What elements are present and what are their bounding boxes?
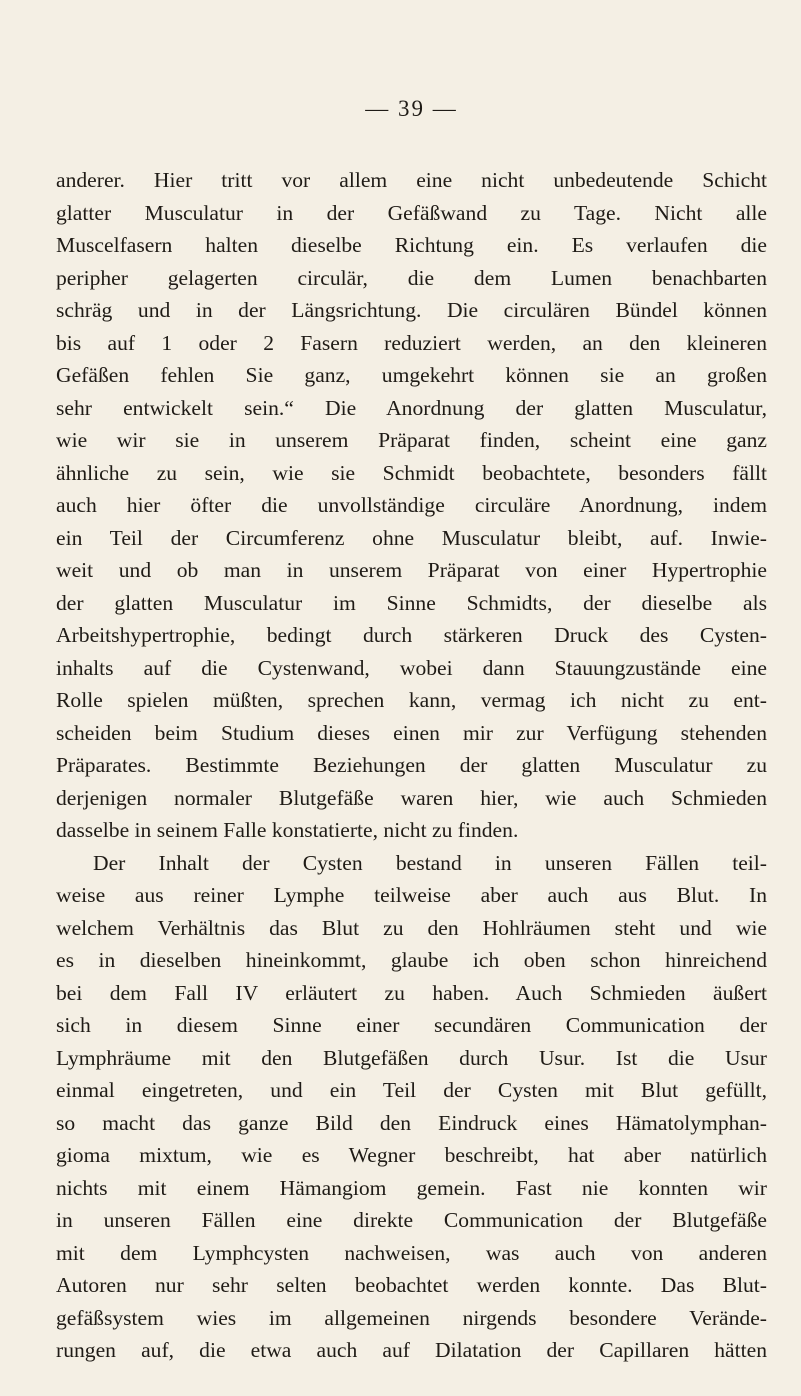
body-text — [56, 164, 767, 1367]
text-line: Gefäßen fehlen Sie ganz, umgekehrt können sie an großen — [56, 363, 767, 387]
text-line: Muscelfasern halten dieselbe Richtung ein. Es verlaufen die — [56, 233, 767, 257]
text-line: derjenigen normaler Blutgefäße waren hier, wie auch Schmieden — [56, 785, 767, 810]
text-line: welchem Verhältnis das Blut zu den Hohlräumen steht und wie — [56, 915, 767, 940]
text-line: ein Teil der Circumferenz ohne Musculatur bleibt, auf. Inwie- — [56, 525, 767, 550]
text-line: Lymphräume mit den Blutgefäßen durch Usur. Ist die Usur — [56, 1045, 767, 1070]
text-line: in unseren Fällen eine direkte Communication der Blutgefäße — [56, 1208, 767, 1232]
text-line: gioma mixtum, wie es Wegner beschreibt, hat aber natürlich — [56, 1143, 767, 1167]
text-line: peripher gelagerten circulär, die dem Lumen benachbarten — [56, 265, 767, 290]
paragraph-start-line: Der Inhalt der Cysten bestand in unseren Fällen teil- — [93, 850, 767, 875]
text-line: schräg und in der Längsrichtung. Die circulären Bündel können — [56, 298, 767, 322]
text-line: glatter Musculatur in der Gefäßwand zu Tage. Nicht alle — [56, 200, 767, 225]
text-line: Arbeitshypertrophie, bedingt durch stärkeren Druck des Cysten- — [56, 623, 767, 647]
text-line: bei dem Fall IV erläutert zu haben. Auch Schmieden äußert — [56, 980, 767, 1005]
text-line: es in dieselben hineinkommt, glaube ich oben schon hinreichend — [56, 948, 767, 972]
text-line: Autoren nur sehr selten beobachtet werden konnte. Das Blut- — [56, 1273, 767, 1297]
text-line: nichts mit einem Hämangiom gemein. Fast nie konnten wir — [56, 1175, 767, 1200]
text-line: der glatten Musculatur im Sinne Schmidts, der dieselbe als — [56, 590, 767, 615]
text-line: ähnliche zu sein, wie sie Schmidt beobachtete, besonders fällt — [56, 460, 767, 485]
text-line: rungen auf, die etwa auch auf Dilatation der Capillaren hätten — [56, 1338, 767, 1362]
text-line: auch hier öfter die unvollständige circuläre Anordnung, indem — [56, 493, 767, 517]
text-line: anderer. Hier tritt vor allem eine nicht unbedeutende Schicht — [56, 168, 767, 192]
page-number: — 39 — — [365, 96, 458, 121]
text-line: wie wir sie in unserem Präparat finden, scheint eine ganz — [56, 428, 767, 452]
text-line: bis auf 1 oder 2 Fasern reduziert werden, an den kleineren — [56, 330, 767, 355]
text-line: gefäßsystem wies im allgemeinen nirgends besondere Verände- — [56, 1305, 767, 1330]
paragraph-end-line: dasselbe in seinem Falle konstatierte, nicht zu finden. — [56, 818, 519, 842]
text-line: mit dem Lymphcysten nachweisen, was auch von anderen — [56, 1240, 767, 1265]
text-line: weit und ob man in unserem Präparat von einer Hypertrophie — [56, 558, 767, 582]
text-line: Präparates. Bestimmte Beziehungen der glatten Musculatur zu — [56, 753, 767, 777]
text-line: Rolle spielen müßten, sprechen kann, vermag ich nicht zu ent- — [56, 688, 767, 712]
text-line: sich in diesem Sinne einer secundären Communication der — [56, 1013, 767, 1037]
text-line: so macht das ganze Bild den Eindruck eines Hämatolymphan- — [56, 1110, 767, 1135]
text-line: einmal eingetreten, und ein Teil der Cysten mit Blut gefüllt, — [56, 1078, 767, 1102]
text-line: weise aus reiner Lymphe teilweise aber auch aus Blut. In — [56, 883, 767, 907]
text-line: sehr entwickelt sein.“ Die Anordnung der glatten Musculatur, — [56, 395, 767, 420]
text-line: inhalts auf die Cystenwand, wobei dann Stauungzustände eine — [56, 655, 767, 680]
text-line: scheiden beim Studium dieses einen mir zur Verfügung stehenden — [56, 720, 767, 745]
